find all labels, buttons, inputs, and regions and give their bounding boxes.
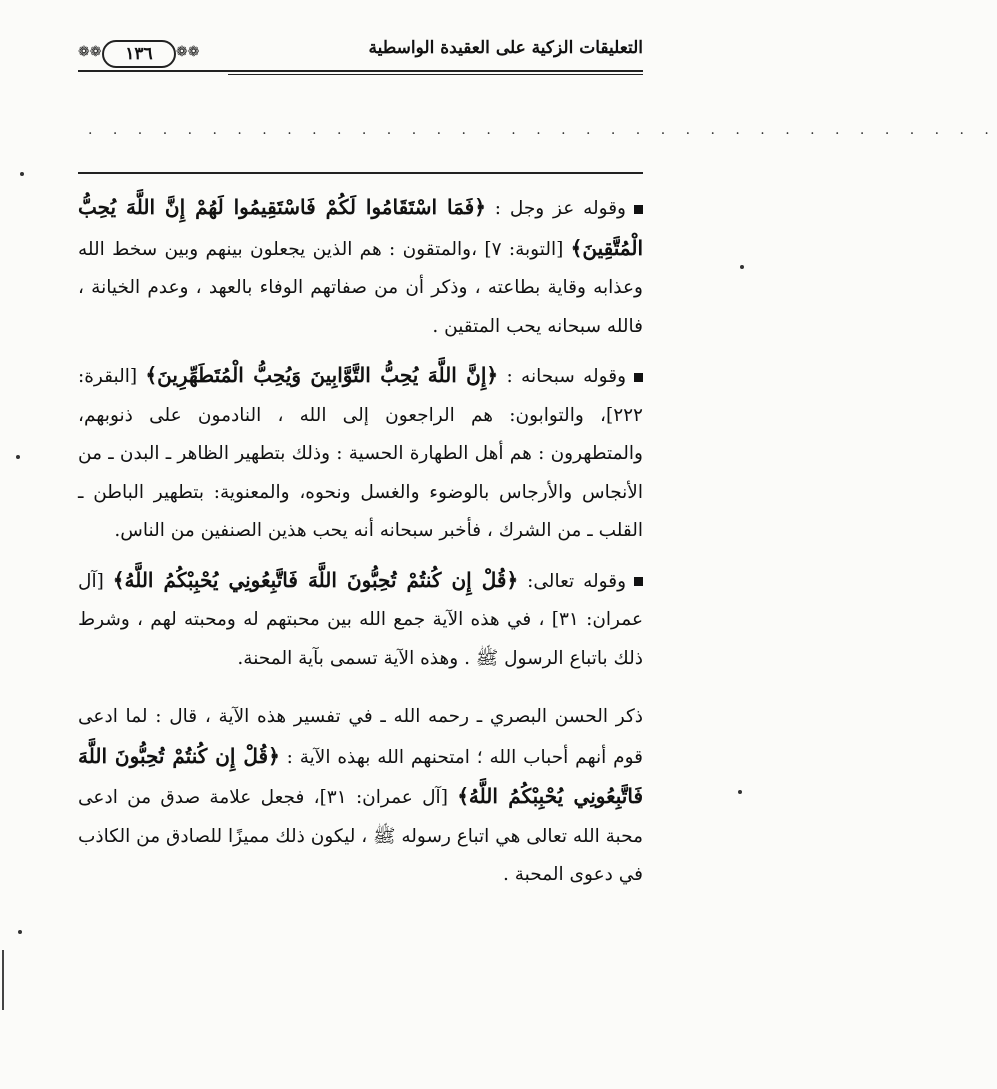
header-rule-thin xyxy=(228,74,643,75)
page-header xyxy=(78,32,643,82)
paragraph-lead: وقوله عز وجل : xyxy=(485,198,626,219)
paragraph-body: [البقرة: ٢٢٢]، والتوابون: هم الراجعون إلى الله ، النادمون على ذنوبهم، والمتطهرون : هم أهل الطهارة الحسية : وذلك بتطهير الظاهر ـ البدن ـ من الأنجاس والأرجاس بالوضوء والغسل ونحوه، والمعنوية: بتطهير الباطن ـ القلب ـ من الشرك ، فأخبر سبحانه أنه يحب هذين الصنفين من الناس. xyxy=(78,366,643,541)
margin-mark xyxy=(740,265,744,269)
page-number: ١٣٦ xyxy=(102,40,176,68)
bullet-icon xyxy=(634,373,643,382)
running-title: التعليقات الزكية على العقيدة الواسطية xyxy=(368,38,643,58)
footnote-dots: . . . . . . . . . . . . . . . . . . . . . . . . . . . . . . . . . . . . . xyxy=(88,122,997,138)
quran-verse: ﴿فَمَا اسْتَقَامُوا لَكُمْ فَاسْتَقِيمُوا لَهُمْ إِنَّ اللَّهَ يُحِبُّ الْمُتَّقِينَ﴾ xyxy=(78,195,643,260)
bullet-icon xyxy=(634,205,643,214)
paragraph-body: [التوبة: ٧] ،والمتقون : هم الذين يجعلون بينهم وبين سخط الله وعذابه وقاية بطاعته ، وذكر أن من صفاتهم الوفاء بالعهد ، وعدم الخيانة ، فالله سبحانه يحب المتقين . xyxy=(78,238,643,337)
margin-mark xyxy=(18,930,22,934)
main-text xyxy=(78,188,643,895)
closing-text-1: ذكر الحسن البصري ـ رحمه الله ـ في تفسير هذه الآية ، قال : لما ادعى قوم أنهم أحباب الله ؛ امتحنهم الله بهذه الآية : xyxy=(78,706,643,768)
paragraph-lead: وقوله سبحانه : xyxy=(498,366,627,387)
paragraph-1 xyxy=(78,188,643,346)
closing-text-2: [آل عمران: ٣١]، فجعل علامة صدق من ادعى محبة الله تعالى هي اتباع رسوله ﷺ ، ليكون ذلك مميزًا للصادق من الكاذب في دعوى المحبة . xyxy=(78,787,643,885)
paragraph-lead: وقوله تعالى: xyxy=(518,570,626,592)
paragraph-3 xyxy=(78,561,643,679)
paragraph-body: [آل عمران: ٣١] ، في هذه الآية جمع الله بين محبتهم له ومحبته لهم ، وشرط ذلك باتباع الرسول ﷺ . وهذه الآية تسمى بآية المحنة. xyxy=(78,570,643,669)
ornament-left-icon: ❁❁ xyxy=(78,44,102,60)
margin-mark xyxy=(20,172,24,176)
header-rule xyxy=(78,70,643,72)
scan-edge xyxy=(2,950,4,1010)
quran-verse: ﴿قُلْ إِن كُنتُمْ تُحِبُّونَ اللَّهَ فَاتَّبِعُونِي يُحْبِبْكُمُ اللَّهُ﴾ xyxy=(112,567,519,592)
quran-verse: ﴿إِنَّ اللَّهَ يُحِبُّ التَّوَّابِينَ وَيُحِبُّ الْمُتَطَهِّرِينَ﴾ xyxy=(145,363,499,387)
ornament-right-icon: ❁❁ xyxy=(176,44,200,60)
section-separator xyxy=(78,172,643,174)
quran-verse: ﴿قُلْ إِن كُنتُمْ تُحِبُّونَ اللَّهَ فَاتَّبِعُونِي يُحْبِبْكُمُ اللَّهُ﴾ xyxy=(78,743,644,808)
paragraph-2 xyxy=(78,356,643,551)
margin-mark xyxy=(738,790,742,794)
margin-mark xyxy=(16,455,20,459)
closing-paragraph xyxy=(78,698,643,895)
bullet-icon xyxy=(634,577,643,586)
